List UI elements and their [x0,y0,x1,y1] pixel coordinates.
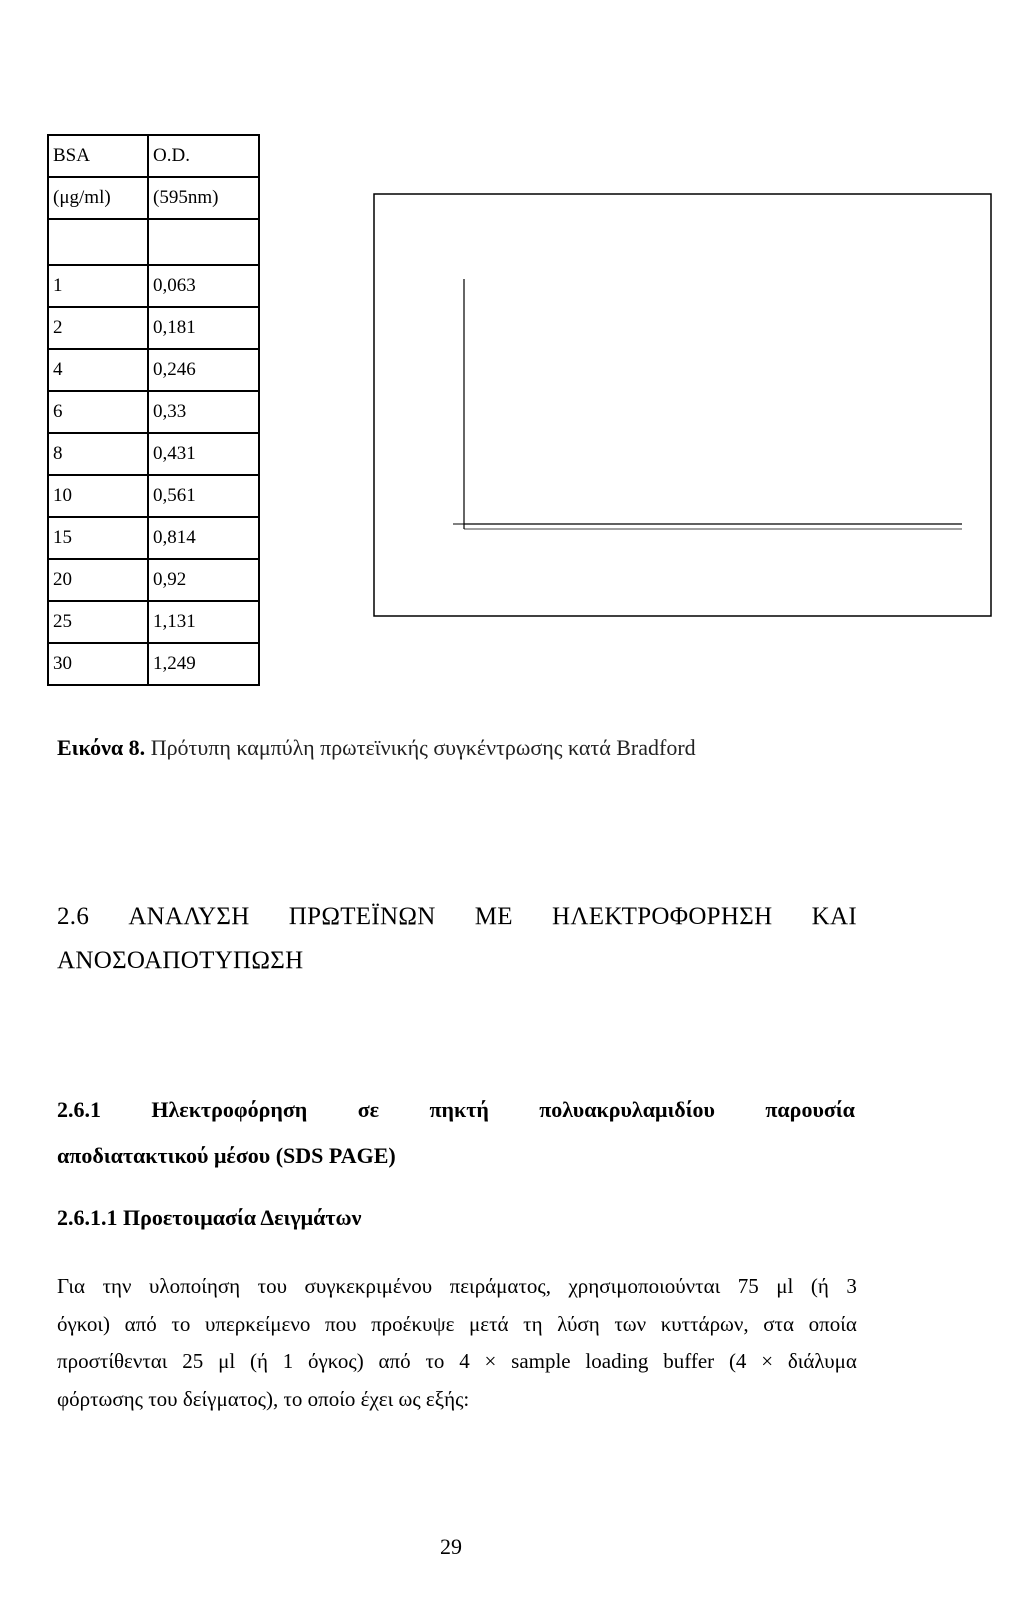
subsection-heading-line2: αποδιατακτικού μέσου (SDS PAGE) [57,1143,396,1168]
od-value-cell: 0,431 [148,433,259,475]
subsection-heading-word: σε [357,1097,380,1122]
section-heading-line1 [57,895,857,939]
od-value-cell: 0,33 [148,391,259,433]
od-value-cell: 0,92 [148,559,259,601]
section-heading-word: ΑΝΑΛΥΣΗ [128,903,250,930]
header-cell-bsa: BSA [48,135,148,177]
subsection-heading-word: παρουσία [765,1097,855,1122]
od-value-cell: 0,063 [148,265,259,307]
section-heading-word: ΜΕ [474,903,513,930]
od-value-cell: 0,814 [148,517,259,559]
bsa-concentration-cell: 1 [48,265,148,307]
od-value-cell: 1,131 [148,601,259,643]
bsa-concentration-cell: 25 [48,601,148,643]
header-cell-od: O.D. [148,135,259,177]
units-cell-bsa: (μg/ml) [48,177,148,219]
bsa-concentration-cell: 15 [48,517,148,559]
body-paragraph [57,1268,857,1418]
figure-caption-label: Εικόνα 8. [57,735,146,760]
subsection-heading-word: Ηλεκτροφόρηση [151,1097,308,1122]
body-line: προστίθενται 25 μl (ή 1 όγκος) από το 4 × sample loading buffer (4 × διάλυμα [57,1349,857,1373]
page-number: 29 [440,1534,462,1559]
section-heading-word: ΠΡΩΤΕΪΝΩΝ [288,903,436,930]
section-heading-line2: ΑΝΟΣΟΑΠΟΤΥΠΩΣΗ [57,947,304,974]
body-line: φόρτωσης του δείγματος), το οποίο έχει ως εξής: [57,1386,470,1411]
figure-caption-text: Πρότυπη καμπύλη πρωτεϊνικής συγκέντρωσης κατά Bradford [150,735,696,760]
chart-outer-frame [374,194,991,616]
section-heading [57,895,857,983]
bsa-concentration-cell: 30 [48,643,148,685]
subsection-heading-word: πηκτή [429,1097,489,1122]
subsection-heading [57,1087,855,1179]
bsa-concentration-cell: 10 [48,475,148,517]
units-cell-od: (595nm) [148,177,259,219]
bsa-concentration-cell: 6 [48,391,148,433]
body-line: Για την υλοποίηση του συγκεκριμένου πειράματος, χρησιμοποιούνται 75 μl (ή 3 [57,1274,857,1298]
subsubsection-heading: 2.6.1.1 Προετοιμασία Δειγμάτων [57,1205,362,1230]
bsa-concentration-cell: 2 [48,307,148,349]
od-value-cell: 0,561 [148,475,259,517]
od-value-cell: 1,249 [148,643,259,685]
subsection-heading-word: πολυακρυλαμιδίου [539,1097,715,1122]
section-heading-word: 2.6 [57,903,90,930]
figure-caption [57,735,696,761]
section-heading-word: ΚΑΙ [811,903,857,930]
od-value-cell: 0,246 [148,349,259,391]
od-value-cell: 0,181 [148,307,259,349]
bsa-concentration-cell: 8 [48,433,148,475]
subsection-heading-line1 [57,1087,855,1133]
body-line: όγκοι) από το υπερκείμενο που προέκυψε μετά τη λύση των κυττάρων, στα οποία [57,1311,857,1336]
bsa-concentration-cell: 4 [48,349,148,391]
section-heading-word: ΗΛΕΚΤΡΟΦΟΡΗΣΗ [552,903,773,930]
subsection-heading-word: 2.6.1 [57,1097,101,1122]
bsa-concentration-cell: 20 [48,559,148,601]
